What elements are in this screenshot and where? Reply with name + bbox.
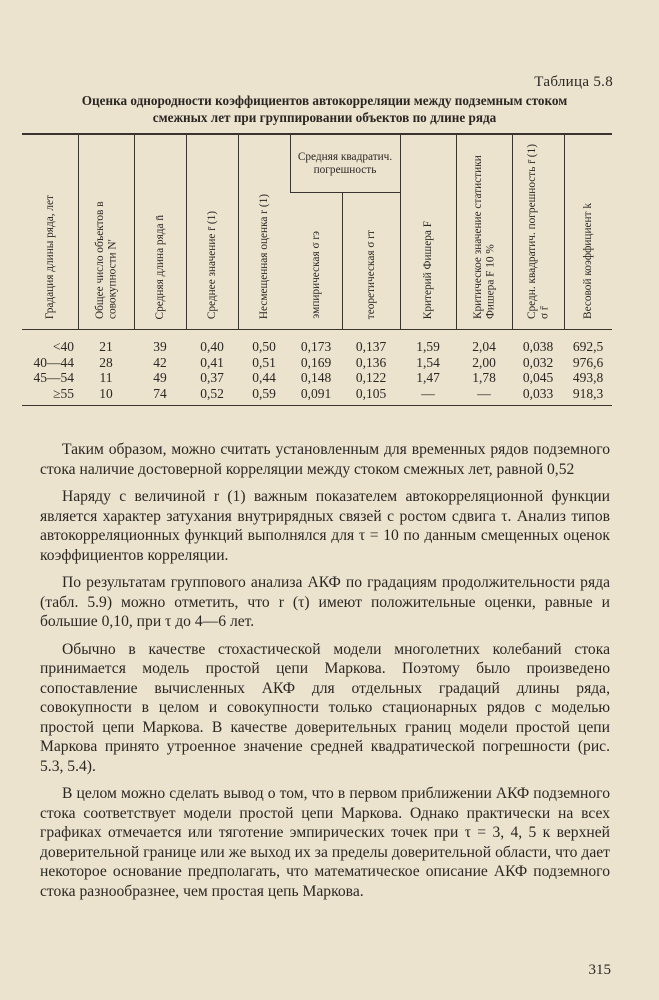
- table-cell: 0,51: [252, 354, 276, 370]
- table-cell: 0,41: [200, 354, 224, 370]
- table-cell: 0,032: [522, 354, 554, 370]
- table-cell: 1,59: [416, 339, 440, 354]
- data-table-container: [22, 133, 612, 406]
- table-cell: 0,52: [186, 386, 238, 406]
- table-cell: 0,136: [355, 354, 387, 370]
- table-label: Таблица 5.8: [534, 74, 613, 90]
- paragraph: В целом можно сделать вывод о том, что в первом приближении АКФ подземного стока соответствует модели простой цепи Маркова. Однако практически на всех графиках отмечается или тяготение эмпирических точек при τ = 3, 4, 5 к верхней доверительной границе или же выход их за пределы доверительной области, что дает некоторое основание предполагать, что математическое описание АКФ подземного стока разнообразнее, чем простая цепь Маркова.: [40, 785, 610, 900]
- page-number: 315: [588, 962, 611, 978]
- table-cell: 49: [153, 370, 167, 385]
- table-cell: 0,37: [200, 370, 224, 385]
- table-cell: 0,44: [252, 370, 276, 385]
- col-header-group-error: Средняя квадратич. погрешность: [290, 134, 400, 193]
- table-body: [22, 330, 612, 406]
- table-cell: —: [456, 386, 512, 406]
- col-header-gradation: Градация длины ряда, лет: [22, 134, 78, 330]
- paragraph: Наряду с величиной r (1) важным показателем автокорреляционной функции является характер затухания внутрирядных связей с ростом сдвига τ. Анализ типов автокорреляционных функций выполнялся для τ = 10 по данным смещенных оценок коэффициентов корреляции.: [40, 488, 610, 564]
- table-row: [22, 330, 612, 355]
- paragraph: Таким образом, можно считать установленным для временных рядов подземного стока наличие достоверной корреляции между стоком смежных лет, равной 0,52: [40, 441, 610, 478]
- table-cell: 0,091: [290, 386, 342, 406]
- table-cell: <40: [52, 339, 74, 354]
- table-cell: 40—44: [33, 354, 74, 370]
- table-cell: 0,169: [300, 354, 332, 370]
- table-cell: 74: [134, 386, 186, 406]
- table-row: [22, 370, 612, 386]
- table-cell: 0,038: [522, 339, 554, 354]
- table-cell: 0,137: [355, 339, 387, 354]
- table-header-row: [22, 134, 612, 193]
- table-cell: 493,8: [572, 370, 604, 385]
- table-title-line-1: Оценка однородности коэффициентов автокорреляции между подземным стоком: [81, 93, 568, 108]
- col-header-fisher-critical: Критическое значение статистики Фишера F 10 %: [456, 134, 512, 330]
- table-cell: 976,6: [572, 354, 604, 370]
- table-cell: 1,54: [416, 354, 440, 370]
- table-cell: 1,78: [472, 370, 496, 385]
- col-header-weight: Весовой коэффициент k: [564, 134, 612, 330]
- table-cell: 11: [99, 370, 113, 385]
- table-cell: 0,50: [252, 339, 276, 354]
- col-header-unbiased: Несмещенная оценка r (1): [238, 134, 290, 330]
- paragraph: По результатам группового анализа АКФ по градациям продолжительности ряда (табл. 5.9) можно отметить, что r (τ) имеют положительные оценки, равные и большие 0,10, при τ до 4—6 лет.: [40, 574, 610, 630]
- table-cell: 0,173: [300, 339, 332, 354]
- table-cell: 2,04: [472, 339, 496, 354]
- table-cell: 0,59: [238, 386, 290, 406]
- table-cell: 45—54: [33, 370, 74, 385]
- table-cell: 0,40: [200, 339, 224, 354]
- table-cell: 42: [153, 354, 167, 370]
- table-cell: 0,045: [522, 370, 554, 385]
- table-cell: 0,148: [300, 370, 332, 385]
- data-table: [22, 133, 612, 406]
- table-cell: 21: [99, 339, 113, 354]
- table-row: [22, 386, 612, 406]
- col-header-std-error: Средн. квадратич. погрешность r̄ (1) σ r̄: [512, 134, 564, 330]
- col-header-mean-length: Средняя длина ряда n̄: [134, 134, 186, 330]
- col-header-empirical: эмпирическая σ rэ: [290, 193, 342, 330]
- table-cell: 692,5: [572, 339, 604, 354]
- table-cell: 0,122: [355, 370, 387, 385]
- body-text: [40, 440, 610, 909]
- paragraph: Обычно в качестве стохастической модели многолетних колебаний стока принимается модель простой цепи Маркова. Поэтому было произведено сопоставление вычисленных АКФ для отдельных градаций длины ряда, совокупности в целом и совокупности только стационарных рядов с моделью простой цепи Маркова. В качестве доверительных границ модели простой цепи Маркова принято утроенное значение средней квадратической погрешности (рис. 5.3, 5.4).: [40, 640, 610, 775]
- table-cell: 918,3: [564, 386, 612, 406]
- table-cell: 0,105: [342, 386, 400, 406]
- table-cell: 2,00: [472, 354, 496, 370]
- table-cell: 0,033: [512, 386, 564, 406]
- col-header-count: Общее число объектов в совокупности N′: [78, 134, 134, 330]
- col-header-theoretical: теоретическая σ rт: [342, 193, 400, 330]
- table-cell: —: [400, 386, 456, 406]
- table-cell: 1,47: [416, 370, 440, 385]
- col-header-mean-value: Среднее значение r̄ (1): [186, 134, 238, 330]
- table-cell: ≥55: [22, 386, 78, 406]
- col-header-fisher: Критерий Фишера F: [400, 134, 456, 330]
- table-row: [22, 355, 612, 371]
- table-title: [30, 92, 619, 126]
- table-title-line-2: смежных лет при группировании объектов по длине ряда: [152, 110, 497, 125]
- table-cell: 28: [99, 354, 113, 370]
- table-cell: 39: [153, 339, 167, 354]
- table-cell: 10: [78, 386, 134, 406]
